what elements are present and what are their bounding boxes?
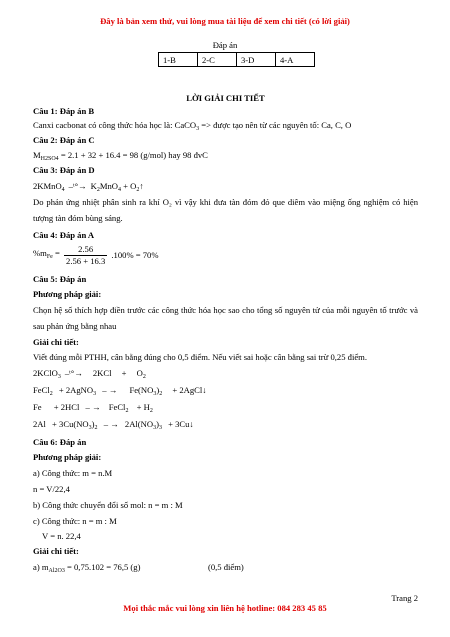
question-5-method: Chọn hệ số thích hợp điền trước các công thức hóa học sao cho tổng số nguyên tử của mỗi nguyên tố trước và sau phản ứng bằng nhau: [33, 305, 418, 331]
question-6-formula-n: n = V/22,4: [33, 484, 70, 494]
question-6-formula-a: a) Công thức: m = n.M: [33, 468, 113, 478]
reaction-3: Fe + 2HCl – → FeCl$_2$ + $H_2$: [33, 402, 153, 414]
answer-cell: 3-D: [237, 53, 276, 67]
page-title: LỜI GIẢI CHI TIẾT: [186, 93, 265, 103]
question-3-equation: 2KMnO$_4$ –ᵗ°→ $K_2MnO_4$ + $O_2↑$: [33, 181, 144, 193]
reaction-1: 2KClO$_3$ –ᵗ°→ $2KCl + O_2$: [33, 368, 146, 380]
question-6-formula-v: V = n. 22,4: [42, 531, 81, 541]
question-5-heading: Câu 5: Đáp án: [33, 274, 87, 284]
question-2-text: $M_{H2SO4} = 2.1 + 32 + 16.4 = 98$ (g/mol) hay 98 đvC: [33, 150, 208, 162]
answer-key-heading: Đáp án: [212, 40, 238, 50]
page-number: Trang 2: [391, 593, 418, 603]
answer-cell: 1-B: [159, 53, 198, 67]
question-6-detail-heading: Giải chi tiết:: [33, 546, 79, 556]
fraction: $\frac{2.56}{2.56 + 16.3}$: [66, 244, 106, 266]
question-1-text: Canxi cacbonat có công thức hóa học là: CaCO$_3$ => được tạo nên từ các nguyên tố: Ca, C, O: [33, 120, 352, 132]
question-3-explanation: Do phản ứng nhiệt phân sinh ra khí O₂ vì vậy khi đưa tàn đóm đỏ que diêm vào miệng ống nghiệm có hiện tượng tàn đóm bùng sáng.: [33, 197, 418, 223]
question-6-method-heading: Phương pháp giải:: [33, 452, 102, 462]
answer-cell: 4-A: [276, 53, 315, 67]
question-4-heading: Câu 4: Đáp án A: [33, 230, 95, 240]
answer-cell: 2-C: [198, 53, 237, 67]
question-3-heading: Câu 3: Đáp án D: [33, 165, 95, 175]
reaction-4: $2Al + 3Cu(NO_3)_2$ – → $2Al(NO_3)_3$ + 3Cu↓: [33, 419, 194, 431]
question-6-heading: Câu 6: Đáp án: [33, 437, 87, 447]
question-2-heading: Câu 2: Đáp án C: [33, 135, 95, 145]
reaction-2: FeCl$_2$ + 2AgNO$_3$ – → $Fe(NO_3)_2$ + 2AgCl↓: [33, 385, 207, 397]
question-4-formula: $\%m_{Fe}$ = $\frac{2.56}{2.56 + 16.3}$ .100% = 70%: [33, 244, 159, 266]
question-5-method-heading: Phương pháp giải:: [33, 289, 102, 299]
question-6-formula-b: b) Công thức chuyển đổi số mol: n = m : M: [33, 500, 183, 510]
answer-key-table: [158, 52, 315, 67]
question-1-heading: Câu 1: Đáp án B: [33, 106, 95, 116]
bottom-banner: Mọi thắc mắc vui lòng xin liên hệ hotline: 084 283 45 85: [123, 603, 327, 613]
question-5-detail-heading: Giải chi tiết:: [33, 337, 79, 347]
question-6-formula-c: c) Công thức: n = m : M: [33, 516, 117, 526]
question-5-detail: Viết đúng mỗi PTHH, cân bằng đúng cho 0,5 điểm. Nếu viết sai hoặc cân bằng sai trừ 0,25 điểm.: [33, 352, 367, 362]
question-6-calculation: a) $m_{Al2O3} = 0,75.102 = 76,5$ (g) (0,5 điểm): [33, 562, 244, 574]
top-banner: Đây là bản xem thử, vui lòng mua tài liệu để xem chi tiết (có lời giải): [100, 16, 350, 26]
